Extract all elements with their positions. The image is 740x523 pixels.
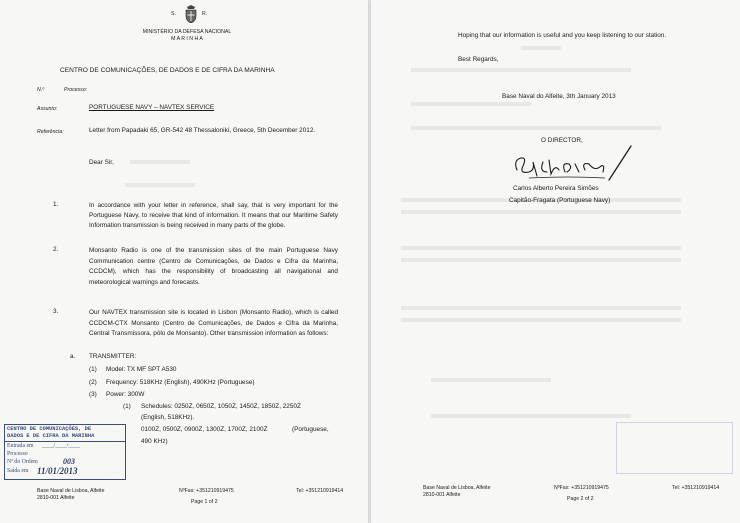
place-and-date: Base Naval do Alfeite, 3th January 2013	[502, 93, 616, 100]
paragraph-2-text: Monsanto Radio is one of the transmission sites of the main Portuguese Navy Communication centre (Centro de Comunicações, de Dados e Cifra da Marinha, CCDCM), which has the responsibility of broadcasting all navigational and meteorological warnings and forecasts.	[89, 247, 338, 286]
bleed-through-mark	[411, 68, 631, 72]
bleed-through-mark	[401, 318, 681, 322]
schedule-english: Schedules: 0250Z, 0650Z, 1050Z, 1450Z, 1850Z, 2250Z	[141, 403, 301, 410]
schedule-portuguese-freq: 490 KHz)	[141, 438, 168, 445]
stamp-saida-value: 11/01/2013	[37, 466, 78, 476]
footer-address-1: Base Naval de Lisboa, Alfeite	[37, 488, 105, 494]
bleed-through-mark	[411, 102, 531, 106]
paragraph-2-number: 2.	[53, 246, 59, 253]
stamp-line-2: DADOS E DE CIFRA DA MARINHA	[7, 433, 95, 439]
transmitter-item-num: (3)	[89, 391, 97, 398]
bleed-through-mark	[130, 160, 190, 164]
stamp-processo-label: Processo	[7, 451, 28, 457]
footer-page-number: Page 1 of 2	[191, 499, 218, 505]
label-reference: Referência:	[37, 129, 64, 135]
signatory-name: Carlos Alberto Pereira Simões	[513, 185, 599, 192]
reference-text: Letter from Papadaki 65, GR-542 48 Thessaloniki, Greece, 5th December 2012.	[89, 127, 316, 134]
footer-address-2: 2810-001 Alfeite	[37, 495, 75, 501]
transmitter-item-num: (2)	[89, 379, 97, 386]
stamp-divider	[5, 441, 125, 442]
schedule-portuguese-label: (Portuguese,	[292, 426, 329, 433]
coat-of-arms-icon	[183, 5, 199, 23]
bleed-through-mark	[521, 46, 561, 50]
bleed-through-mark	[401, 258, 681, 262]
section-a-letter: a.	[70, 353, 76, 360]
transmitter-model: Model: TX MF SPT A530	[106, 366, 177, 373]
bleed-through-mark	[125, 183, 195, 187]
footer-fax: NºFax: +351210919475	[554, 485, 609, 491]
bleed-through-mark	[401, 306, 681, 310]
letter-page-2	[371, 0, 740, 523]
stamp-saida-label: Saída em	[7, 468, 29, 474]
navy-name: M A R I N H A	[171, 36, 203, 42]
footer-page-number: Page 2 of 2	[567, 496, 594, 502]
subject-text: PORTUGUESE NAVY – NAVTEX SERVICE	[89, 104, 215, 111]
stamp-ordem-label: Nº do Ordem	[7, 459, 38, 465]
bleed-through-mark	[401, 246, 681, 250]
closing-line: Hoping that our information is useful and you keep listening to our station.	[458, 32, 667, 39]
signatory-rank: Capitão-Fragata (Portuguese Navy)	[509, 197, 611, 204]
paragraph-1-text: In accordance with your letter in reference, shall say, that is very important for the Portuguese Navy, to receive that kind of information. It means that our Maritime Safety Information transmission is being received in many parts of the globe.	[89, 202, 338, 229]
footer-tel: Tel: +351210919414	[296, 488, 344, 494]
stamp-entrada-value: ____/____/____	[42, 443, 81, 449]
transmitter-power: Power: 300W	[106, 391, 145, 398]
paragraph-1-number: 1.	[53, 201, 59, 208]
closing-regards: Best Regards,	[458, 56, 499, 63]
transmitter-title: TRANSMITTER:	[89, 353, 137, 360]
paragraph-3-number: 3.	[53, 308, 59, 315]
label-number: N.º	[37, 87, 45, 93]
transmitter-item-num: (1)	[89, 366, 97, 373]
footer-fax: NºFax: +351210919475	[179, 488, 234, 494]
bleed-through-stamp	[616, 422, 733, 474]
ministry-name: MINISTÉRIO DA DEFESA NACIONAL	[142, 29, 232, 35]
center-name: CENTRO DE COMUNICAÇÕES, DE DADOS E DE CIFRA DA MARINHA	[60, 67, 275, 74]
schedule-num: (1)	[123, 403, 131, 410]
director-signature	[509, 142, 639, 186]
label-subject: Assunto:	[37, 106, 58, 112]
schedule-english-freq: (English, 518KHz).	[141, 414, 195, 421]
schedule-portuguese: 0100Z, 0500Z, 0900Z, 1300Z, 1700Z, 2100Z	[141, 426, 268, 433]
footer-tel: Tel: +351210919414	[672, 485, 720, 491]
navy-crest	[171, 5, 208, 25]
reception-stamp	[4, 424, 126, 480]
stamp-entrada-label: Entrada em	[7, 443, 34, 449]
crest-left-letter: S.	[171, 11, 176, 17]
letter-page-1	[0, 0, 368, 523]
bleed-through-mark	[431, 378, 551, 382]
paragraph-3-text: Our NAVTEX transmission site is located in Lisbon (Monsanto Radio), which is called CCDCM-CTX Monsanto (Centro de Comunicações, de Dados e Cifra da Marinha, Central Transmissora, pólo de Monsanto). Other transmission information as follows:	[89, 309, 338, 337]
bleed-through-mark	[401, 210, 681, 214]
transmitter-frequency: Frequency: 518KHz (English), 490KHz (Portuguese)	[106, 379, 255, 386]
bleed-through-mark	[411, 126, 661, 130]
director-title: O DIRECTOR,	[541, 137, 583, 144]
stamp-ordem-value: 003	[63, 457, 75, 466]
crest-right-letter: R.	[202, 11, 208, 17]
bleed-through-mark	[431, 414, 631, 418]
salutation: Dear Sir,	[89, 159, 114, 166]
footer-address-2: 2810-001 Alfeite	[423, 492, 461, 498]
stamp-line-1: CENTRO DE COMUNICAÇÕES, DE	[7, 426, 92, 432]
label-process: Processo:	[64, 87, 88, 93]
footer-address-1: Base Naval de Lisboa, Alfeite	[423, 485, 491, 491]
